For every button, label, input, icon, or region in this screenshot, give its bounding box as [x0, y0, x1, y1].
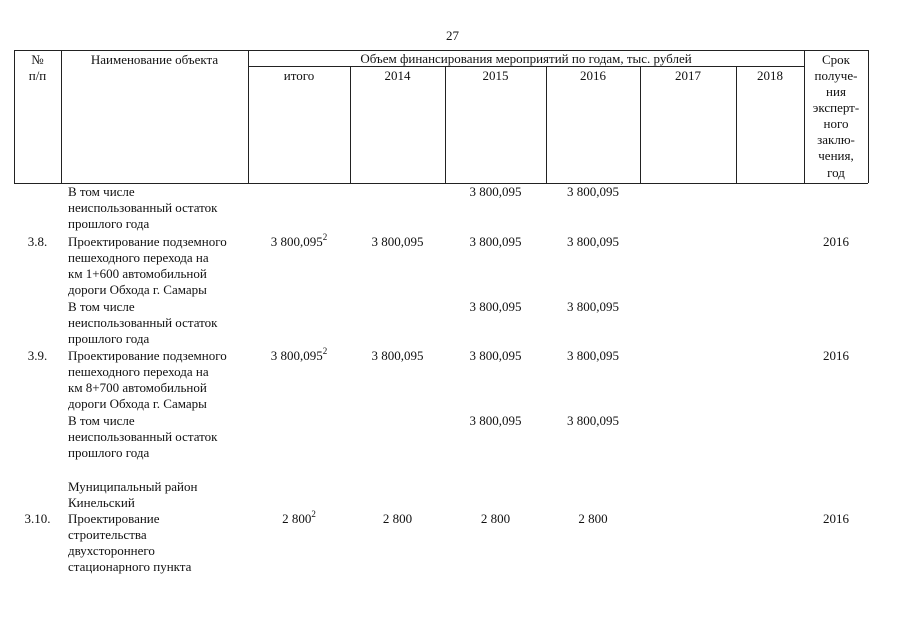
row-number: 3.8.	[27, 234, 48, 249]
row-name-line: двухстороннего	[68, 543, 155, 558]
row-name-line: В том числе	[68, 299, 135, 314]
header-year-2015: 2015	[482, 68, 509, 83]
cell-2016: 3 800,095	[567, 413, 619, 428]
row-name-line: В том числе	[68, 184, 135, 199]
header-num-line-2: п/п	[28, 68, 47, 83]
header-num-line-1: №	[31, 52, 44, 67]
row-name-line: прошлого года	[68, 216, 150, 231]
cell-2014: 3 800,095	[371, 234, 424, 249]
row-name-line: пешеходного перехода на	[68, 250, 209, 265]
header-year-2017: 2017	[675, 68, 701, 83]
cell-deadline: 2016	[823, 348, 849, 363]
row-name-line: Проектирование	[68, 511, 160, 526]
footnote-mark: 2	[322, 345, 328, 356]
cell-2014: 3 800,095	[371, 348, 424, 363]
header-deadline-line-1: Срок	[822, 52, 850, 67]
row-name-line: пешеходного перехода на	[68, 364, 209, 379]
header-year-2014: 2014	[384, 68, 411, 83]
cell-deadline: 2016	[823, 234, 849, 249]
cell-total: 3 800,095$^2$	[270, 345, 328, 363]
row-name-line: км 8+700 автомобильной	[68, 380, 207, 395]
cell-2016: 3 800,095	[567, 184, 619, 199]
district-heading-line: Муниципальный район	[68, 479, 198, 494]
row-name-line: км 1+600 автомобильной	[68, 266, 207, 281]
header-deadline-line-6: заклю-	[817, 132, 855, 147]
cell-2016: 2 800	[578, 511, 608, 526]
row-number: 3.9.	[27, 348, 48, 363]
page-number: 27	[446, 28, 459, 43]
cell-total: 2 $800^2$	[282, 508, 316, 526]
cell-2014: 2 800	[382, 511, 413, 526]
cell-2015: 2 800	[480, 511, 511, 526]
row-number: 3.10.	[24, 511, 51, 526]
cell-2015: 3 800,095	[469, 299, 522, 314]
header-year-2018: 2018	[757, 68, 783, 83]
header-name: Наименование объекта	[90, 52, 219, 67]
row-name-line: Проектирование подземного	[68, 348, 227, 363]
header-total: итого	[283, 68, 315, 83]
footnote-mark: 2	[322, 231, 328, 242]
header-deadline-line-5: ного	[823, 116, 849, 131]
cell-2016: 3 800,095	[567, 299, 619, 314]
row-name-line: прошлого года	[68, 445, 150, 460]
footnote-mark: 2	[311, 508, 316, 519]
row-name-line: строительства	[68, 527, 147, 542]
row-name-line: дороги Обхода г. Самары	[68, 396, 207, 411]
cell-total: 3 800,095$^2$	[270, 231, 328, 249]
row-name-line: неиспользованный остаток	[68, 200, 218, 215]
district-heading-line: Кинельский	[68, 495, 135, 510]
cell-2015: 3 800,095	[469, 413, 522, 428]
row-name-line: прошлого года	[68, 331, 150, 346]
header-deadline-line-4: эксперт-	[812, 100, 860, 115]
row-name-line: неиспользованный остаток	[68, 429, 218, 444]
header-deadline-line-8: год	[827, 165, 845, 180]
cell-2015: 3 800,095	[469, 348, 522, 363]
header-funding-title: Объем финансирования мероприятий по годам, тыс. рублей	[360, 51, 692, 66]
header-deadline-line-7: чения,	[818, 148, 854, 163]
row-name-line: В том числе	[68, 413, 135, 428]
header-deadline-line-2: получе-	[814, 68, 858, 83]
row-name-line: Проектирование подземного	[68, 234, 227, 249]
cell-deadline: 2016	[823, 511, 849, 526]
header-year-2016: 2016	[580, 68, 606, 83]
header-deadline-line-3: ния	[826, 84, 846, 99]
row-name-line: дороги Обхода г. Самары	[68, 282, 207, 297]
cell-2015: 3 800,095	[469, 234, 522, 249]
row-name-line: неиспользованный остаток	[68, 315, 218, 330]
cell-2015: 3 800,095	[469, 184, 522, 199]
cell-2016: 3 800,095	[567, 234, 619, 249]
cell-2016: 3 800,095	[567, 348, 619, 363]
row-name-line: стационарного пункта	[68, 559, 192, 574]
